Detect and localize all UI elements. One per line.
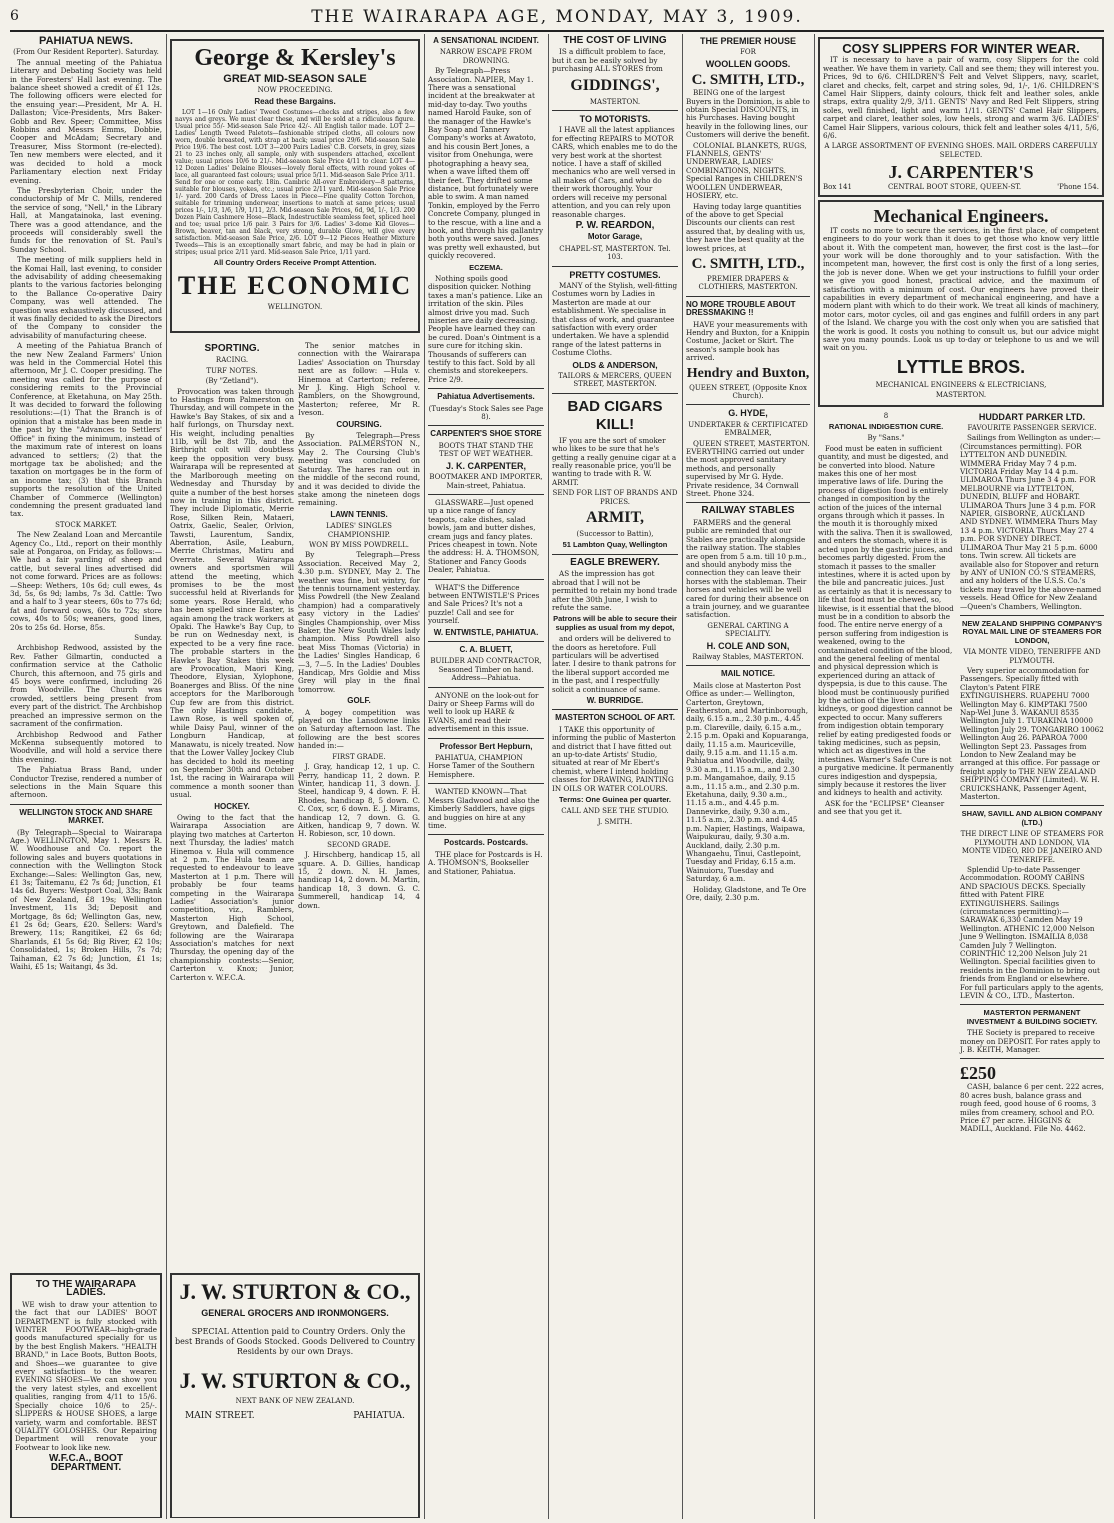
ad-footer — [175, 1408, 415, 1424]
advert-text: WHAT'S the Difference between ENTWISTLE'S Prices and Sale Prices? It's not a puzzle! Call and see for yourself. — [428, 582, 540, 626]
article-paragraph: Food must be eaten in sufficient quantity, and must be digested, and be converted into blood. Nature makes this one of her most imperative laws of life. During the process of digestion food is entirely changed in composition by the action of the juices of the internal organs through which it passes. In the mouth it is thoroughly mixed with the saliva. Then it is swallowed, and enters the stomach, where it is acted upon by the gastric juices, and becomes partly digested. From the stomach it passes to the smaller intestines, where it is acted upon by the bile and pancreatic juices. Just as certainly as that it is necessary to life that food must be chewed, so, likewise, is it essential that the blood must be in a condition to absorb the food. The entire nerve energy of a person suffering from indigestion is weakened, owing to the contaminated condition of the blood, and the general feeling of mental and physical depression which is experienced during an attack of dyspepsia, is due to this cause. The blood must be continuously purified by the action of the liver and kidneys, or good digestion cannot be expected to occur. Many sufferers from indigestion obtain temporary relief by eating predigested foods or taking medicines, such as pepsin, which act as digestives in the intestines. Warner's Safe Cure is not a purgative medicine. It permanently cures indigestion and dyspepsia, simply because it restores the liver and kidneys to health and activity. — [818, 443, 954, 798]
dateline: Sunday. — [134, 634, 162, 643]
mail-schedule: Mails close at Masterton Post Office as under:— Wellington, Carterton, Greytown, Featherston, and Martinborough, daily, 6.15 a.m., 2.30 p.m., 4.45 p.m. Clareville, daily, 6.15 a.m., 2.15 p.m. Opaki and Kopuaranga, daily, 11.15 a.m. Mauriceville, daily, 9.15 a.m. and 11.15 a.m. Pahiatua and Woodville, daily, 9.30 a.m., 11.15 a.m., and 2.30 p.m. Mangamahoe, daily, 9.15 a.m., 11.15 a.m., and 2.30 p.m. Eketahuna, daily, 9.30 a.m., 11.15 a.m., and 4.45 p.m. Dannevirke, daily, 9.30 a.m., 11.15 a.m., 2.30 p.m. and 4.45 p.m. Napier, Hastings, Waipawa, Waipukurau, daily, 9.30 a.m. Auckland, daily, 2.30 p.m. Whangaehu, Tinui, Castlepoint, Tuesday and Friday, 6.15 a.m. Wainuioru, Tuesday and Saturday, 6 a.m. — [686, 680, 809, 884]
advert-text: I HAVE all the latest appliances for effecting REPAIRS to MOTOR CARS, which enables me to do the very best work at the shortest notice. I have a staff of skilled mechanics who are well versed in all makes of Cars, and who do their work thoroughly. Your orders will receive my personal attention, and you can rely upon reasonable charges. — [552, 125, 678, 219]
article-paragraph: The annual meeting of the Pahiatua Literary and Debating Society was held in the Foresters' Hall last evening. The balance sheet showed a credit of £1 12s. The following officers were elected for the ensuing year:—President, Mr A. H. Dallaston; Vice-Presidents, Mrs Baker-Gobb and Rev. Speer; Committee, Miss Robbins and Messrs Emms, Dobbie, Cooper and McAdam; Secretary and Treasurer, Miss Stormont (re-elected). Ten new members were elected, and it was decided to hold a mock Parliamentary election next Friday evening. — [10, 57, 162, 185]
ad-address: CHAPEL-ST, MASTERTON. Tel. 103. — [559, 244, 671, 262]
ad-name: ARMIT, — [586, 509, 644, 527]
ad-store-name: George & Kersley's — [194, 45, 396, 71]
ad-name: C. A. BLUETT, — [459, 645, 513, 654]
column-pahiatua-news — [10, 34, 162, 1244]
section-heading: Pahiatua Advertisements. — [437, 392, 535, 402]
ad-tagline: VIA MONTE VIDEO, TENERIFFE AND PLYMOUTH. — [963, 648, 1101, 665]
divider — [428, 687, 544, 688]
ad-bargains-heading: Read these Bargains. — [254, 96, 336, 106]
ad-heading: THE COST OF LIVING — [563, 35, 667, 46]
ad-economic: THE ECONOMIC — [177, 270, 413, 300]
byline: (By "Zetland"). — [205, 377, 259, 386]
ad-name: C. SMITH, LTD., — [691, 255, 805, 272]
divider — [552, 393, 678, 394]
ad-address: PREMIER DRAPERS & CLOTHIERS, MASTERTON. — [698, 274, 798, 292]
ad-box: Box 141 — [823, 183, 852, 192]
ad-footer — [823, 183, 1099, 191]
divider — [686, 404, 810, 405]
ad-tagline: BOOTS THAT STAND THE TEST OF WET WEATHER. — [438, 441, 534, 459]
column-ads-2 — [552, 34, 678, 1514]
advert-text: THE place for Postcards is H. A. THOMSON'S, Bookseller and Stationer, Pahiatua. — [428, 849, 543, 876]
sailing-schedule: Splendid Up-to-date Passenger Accommodation. ROOMY CABINS AND SPACIOUS DECKS. Specially fitted with Patent FIRE EXTINGUISHERS. Sailings (circumstances permitting):— SARAWAK 6,330 Camden May 19 Wellington. ATHENIC 12,000 Nelson June 9 Wellington. ISMAILIA 8,038 Camden July 7 Wellington. CORINTHIC 12,200 Nelson July 21 Wellington. Special facilities given to residents in the Dominion to bring out friends from England or elsewhere. For full particulars apply to the agents, LEVIN & CO., LTD., Masterton. — [960, 864, 1104, 1000]
subheading: RACING. — [215, 356, 249, 365]
divider — [686, 296, 810, 297]
ad-tagline: Motor Garage, — [587, 232, 643, 242]
ad-heading: CARPENTER'S SHOE STORE — [430, 429, 542, 439]
divider — [960, 1058, 1104, 1059]
ad-name: LYTTLE BROS. — [896, 356, 1026, 377]
ad-price: £250 — [960, 1063, 996, 1084]
results-list: J. Hirschberg, handicap 15, all square. A. D. Gillies, handicap 15, 2 down. N. H. James, handicap 14, 2 down. M. Martin, handicap 18, 3 down. G. C. Summerell, handicap 14, 4 down. — [298, 850, 420, 910]
subheading: LAWN TENNIS. — [330, 509, 388, 519]
advert-text: Nothing spoils good disposition quicker. Nothing taxes a man's patience. Like an irritation of the skin. Piles almost drive you mad. Such miseries are daily decreasing. People have learned they can be cured. Doan's Ointment is a sure cure for itching skin. Thousands of sufferers can testify to this fact. Sold by all chemists and storekeepers. Price 2/9. — [428, 273, 543, 384]
ad-heading: HUDDART PARKER LTD. — [978, 411, 1086, 422]
subheading: SECOND GRADE. — [327, 840, 391, 849]
ad-tagline: FAVOURITE PASSENGER SERVICE. — [967, 424, 1097, 432]
article-paragraph: Provocation was taken through to Hastings from Palmerston on Thursday, and will compete in the Hawke's Bay Stakes, of six and a half furlongs, on Thursday next. His weight, including penalties 11lb, will be 8st 7lb, and the Birthright colt will doubtless keep the opposition very busy. Wairarapa will be represented at the Marlborough meeting on Wednesday and Thursday by quite a number of the best horses now in training in this district. They include Diplomatic, Merrie Rose, Silken Rein, Mataeri, Oatrix, Gaelic, Sealer, Orlvion, Tawsti, Laurentum, Sandix, Aberration, Asile, Leaburn, Merrie Christmas, Matiru and Overrate. Several Wairarapa owners and sportsmen will attend the meeting, which promises to be the most successful held at Riverlands for some years. Rose Herald, who has been spelled since Easter, is again among the track workers at Opaki. The Hawke's Bay Cup, to be run on Wednesday next, is expected to be a very fine race. The probable starters in the Hawke's Bay Stakes this week are Provocation, Maori King, Theodore, Elysian, Xylophone, Boanerges and Bliss. Of the nine acceptors for the Marlborough Cup few are from this district. The only Hastings candidate, Lawn Rose, is well spoken of, while Daisy Paul, winner of the Longburn Handicap, at Manawatu, is nicely treated. Now that the Lower Valley Jockey Club has decided to hold its meeting on September 30th and October 1st, the racing in Wairarapa will commence a month sooner than usual. — [170, 386, 294, 800]
subheading: TURF NOTES. — [206, 366, 258, 375]
article-heading: PAHIATUA NEWS. — [39, 35, 133, 47]
ad-name: P. W. REARDON, — [575, 219, 655, 231]
ad-heading: PRETTY COSTUMES. — [569, 269, 661, 280]
ad-tagline: THE DIRECT LINE OF STEAMERS FOR PLYMOUTH AND LONDON, VIA MONTE VIDEO, RIO DE JANEIRO AND TENERIFFE. — [960, 830, 1104, 864]
divider — [960, 805, 1104, 806]
advert-text: MANY of the Stylish, well-fitting Costumes worn by Ladies in Masterton are made at our establishment. We specialise in that class of work, and guarantee satisfaction with every order undertaken. We have a splendid range of the latest patterns in Costume Cloths. — [552, 280, 678, 358]
ad-heading: SHAW, SAVILL AND ALBION COMPANY (LTD.) — [961, 809, 1103, 827]
divider — [428, 834, 544, 835]
divider — [428, 738, 544, 739]
page-number: 6 — [10, 8, 19, 24]
masthead — [10, 4, 1104, 32]
advert-lines: COLONIAL BLANKETS, RUGS, FLANNELS, GENTS' UNDERWEAR, LADIES' COMBINATIONS, NIGHTS. Special Ranges in CHILDREN'S WOOLLEN UNDERWEAR, HOSIERY, etc. — [686, 140, 807, 201]
divider — [552, 110, 678, 111]
ad-connector: FOR — [740, 48, 756, 57]
divider — [428, 783, 544, 784]
ad-street: MAIN STREET. — [185, 1410, 255, 1421]
ad-tagline: SEND FOR LIST OF BRANDS AND PRICES. — [552, 489, 678, 506]
subheading: LADIES' SINGLES CHAMPIONSHIP. — [326, 522, 392, 539]
article-paragraph: (By Telegraph—Special to Wairarapa Age.) WELLINGTON, May 1. Messrs R. W. Woodhouse and Co. report the following sales and buyers quotations in connection with the Wellington Stock Exchange:—Sales: Wellington Gas, new, £1 3s; Taitemanu, £2 7s 6d; Junction, £1 14s 6d. Buyers: Westport Coal, 33s; Bank of New Zealand, £8 19s; Wellington Investment, 11s 3d; Deposit and Mortgage, 8s 6d; Wellington Gas, new, £1 2s 6d; Gears, £20. Sellers: Ward's Brewery, 11s; Rangitikei, £2 6s 6d; Sharlands, £1 5s 6d; Big River, £2 10s; Consolidated, 1s; Broken Hills, 7s 7d; Taihaman, £2 7s 6d; Junction, £1 1s; Waihi, £5 1s; Waitangi, 4s 3d. — [10, 827, 162, 972]
column-rule — [682, 34, 683, 1519]
advert-text: SPECIAL Attention paid to Country Orders. Only the best Brands of Goods Stocked. Goods Delivered to Country Residents by our own Drays. — [175, 1327, 415, 1357]
divider — [686, 502, 810, 503]
article-paragraph: Owing to the fact that the Wairarapa Association are playing two matches at Carterton next Thursday, the ladies' match Hinemoa v. Hula will commence at 2 p.m. The Hula team are requested to endeavour to leave Masterton at 1 p.m. There will probably be four teams competing in the Wairarapa Ladies' Association's junior competition, viz., Ramblers, Masterton High School, Greytown, and Dalefield. The following are the Wairarapa Association's matches for next Thursday, the opening day of the championship contests:—Senior, Carterton v. Knox; Junior, Carterton v. W.F.C.A. — [170, 812, 294, 982]
ad-tagline: UNDERTAKER & CERTIFICATED EMBALMER, — [688, 420, 808, 438]
ad-frame — [170, 39, 420, 333]
article-paragraph: Archbishop Redwood and Father McKenna subsequently motored to Woodville, and will hold a service there this evening. — [10, 729, 162, 764]
ad-heading: EAGLE BREWERY. — [570, 556, 660, 568]
article-paragraph: The Presbyterian Choir, under the conductorship of Mr C. Mills, rendered the service of song, "Nell," in the Library Hall, at Mangatainoka, last evening. There was a good attendance, and the proceeds will considerably swell the funds for the renovation of St. Paul's Sunday School. — [10, 185, 162, 254]
ad-tagline: CALL AND SEE THE STUDIO. — [561, 807, 669, 816]
ad-heading: MASTERTON SCHOOL OF ART. — [555, 713, 675, 723]
ad-name: J. W. STURTON & CO., — [179, 1368, 411, 1394]
column-rule — [424, 34, 425, 1519]
column-sport-results — [298, 342, 420, 1262]
article-paragraph: By Telegraph—Press Association. Received May 2, 4.30 p.m. SYDNEY, May 2. The weather was fine, but wintry, for the tennis tournament yesterday. Miss Powdrell (the New Zealand champion) had a comparatively easy victory in the Ladies' Singles Championship, over Miss Baker, the New South Wales lady champion. Miss Powdrell also beat Miss Thomas (Victoria) in the Ladies' Singles Handicap, 6—3, 7—5. In the Ladies' Doubles Handicap, Mrs Goldie and Miss Grey will play in the final tomorrow. — [298, 550, 420, 694]
ad-town: MASTERTON. — [935, 391, 987, 400]
subheading: GOLF. — [347, 696, 371, 706]
ad-address: TAILORS & MERCERS, QUEEN STREET, MASTERTON. — [558, 372, 672, 389]
advert-text: I TAKE this opportunity of informing the public of Masterton and district that I have fitted out an up-to-date Artists' Studio, situated at rear of Mr Ebert's chemist, where I intend holding classes for DRAWING, PAINTING IN OILS OR WATER COLOURS. — [552, 724, 676, 793]
section-heading: SPORTING. — [204, 343, 260, 354]
ad-name: Hendry and Buxton, — [686, 365, 810, 381]
ad-town: WELLINGTON. — [267, 302, 323, 311]
ad-name: H. COLE AND SON, — [706, 640, 790, 651]
advert-text: IF you are the sort of smoker who likes to be sure that he's getting a really genuine cigar at a really reasonable price, you'll be wanting to trade with R. W. ARMIT. — [552, 435, 677, 487]
ad-address: CENTRAL BOOT STORE, QUEEN-ST. — [887, 183, 1022, 192]
column-rule — [814, 34, 815, 1519]
ad-address: QUEEN STREET, (Opposite Knox Church). — [689, 383, 807, 400]
ad-cosy-slippers — [818, 37, 1104, 197]
sailing-schedule: Very superior accommodation for Passengers. Specially fitted with Clayton's Patent FIRE EXTINGUISHERS. RUAPEHU 7000 Wellington May 6. KIMPTAKI 7500 Nap-Wel June 3. WAKANUI 8535 Wellington July 1. TURAKINA 10000 Wellington July 29. TONGARIRO 10062 Wellington Aug 26. PAPAROA 7000 Wellington Sept 23. Passages from London to New Zealand may be arranged at this office. For passage or freight apply to THE NEW ZEALAND SHIPPING COMPANY (Limited). W. H. CRUICKSHANK, Passenger Agent, Masterton. — [960, 665, 1104, 802]
column-rule — [166, 34, 167, 1519]
advert-text: IS a difficult problem to face, but it can be easily solved by purchasing ALL STORES from — [552, 47, 666, 74]
advert-text: Having today large quantities of the above to get Special Discounts our clients can rest assured that, by dealing with us, they have the best quality at the lowest prices, at — [686, 201, 806, 253]
ad-town: PAHIATUA. — [353, 1410, 405, 1421]
advert-text: IT is necessary to have a pair of warm, cosy Slippers for the cold weather. We have them in variety. Call and see them; they will interest you. Prices, 9d to 6/6. CHILDREN'S Felt and Velvet Slippers, navy, scarlet, claret and checks, felt, carpet and string soles, 9d, 1/-, 1/6. CHILDREN'S Camel Hair Slippers, dainty colours, thick felt and leather soles, ankle straps, extra quality 2/9, 3/11. GENTS' Navy and Red Felt Slippers, string soles, well finished, light and warm 1/11. GENTS' Camel Hair Slippers, carpet and claret, leather soles, low heels, strong and warm 3/6. LADIES' Camel Hair Slippers, various colours, thick felt and leather soles 4/11, 5/6, 6/6. — [823, 55, 1099, 141]
subheading: HOCKEY. — [214, 801, 250, 811]
ad-name: J. K. CARPENTER, — [445, 460, 526, 471]
ad-phone: 'Phone 154. — [1057, 183, 1099, 192]
page-marker: 8 — [883, 411, 889, 420]
article-byline: (From Our Resident Reporter). Saturday. — [13, 48, 159, 57]
ad-sturton — [170, 1270, 420, 1518]
ad-name: W. BURRIDGE. — [586, 695, 644, 705]
article-paragraph: A meeting of the Pahiatua Branch of the new New Zealand Farmers' Union was held in the Commercial Hotel this afternoon, Mr J. C. Cooper presiding. The meeting was called for the purpose of considering remits to the Provincial Conference, at Eketahuna, on May 25th. It was decided to forward the following resolutions:—(1) That the Branch is of opinion that a mistake has been made in the past by the "Advances to Settlers' Office" in fixing the minimum, instead of the maximum rate of interest on loans advanced to settlers; (2) that the mortgage tax be abolished; and the taxation on mortgages be in the form of an income tax; (3) that this Branch supports the resolution of the United Chamber of Commerce (Wellington) condemning the present graduated land tax. — [10, 341, 162, 519]
ad-name: J. CARPENTER'S — [888, 162, 1034, 183]
article-paragraph: The senior matches in connection with the Wairarapa Ladies' Association on Thursday next are as follow: —Hula v. Hinemoa at Carterton; referee, Mr J. King. High School v. Ramblers, on the Showground, Masterton; referee, Mr R. Iveson. — [298, 342, 420, 418]
ad-tagline: GENERAL CARTING A SPECIALITY. — [707, 621, 789, 639]
ad-sale-title: GREAT MID-SEASON SALE — [223, 73, 367, 85]
advert-text: IT costs no more to secure the services, in the first place, of competent engineers to do your work than it does to get those who know very little about it. With the competent man, however, the first cost is the last—for your work will be done thoroughly and to your satisfaction. With the incompetent man, however, the first cost is only the first of a long series, the job is never done. When we get your instructions to fulfill your order we give you good honest, practical advice, and the maximum of satisfaction with a minimum of cost. Our engineers have proved their capabilities in every department of mechanical engineering, and have a modern plant with which to do their work. We treat all kinds of machinery, motor cars, motor cycles, oil and gas engines and fulfill orders in any part of the Island. We charge you with the cost only when you are satisfied that the work is good. It costs you nothing to consult us, but our advice might save you many pounds. Look us up to-day or telephone to us and we will wait on you. — [823, 225, 1099, 353]
masthead-title: THE WAIRARAPA AGE, MONDAY, MAY 3, 1909. — [311, 7, 803, 27]
ad-name: W.F.C.A., BOOT DEPARTMENT. — [49, 1453, 123, 1473]
article-heading: A SENSATIONAL INCIDENT. — [433, 36, 539, 45]
advert-text: THE Society is prepared to receive money on DEPOSIT. For rates apply to J. B. KEITH, Manager. — [960, 1028, 1101, 1055]
ad-wfca-ladies — [10, 1270, 162, 1518]
ad-tagline: (Successor to Battin), — [576, 530, 654, 539]
lower-right-columns — [818, 410, 1104, 1136]
advert-text: QUEEN STREET, MASTERTON. EVERYTHING carried out under the most approved sanitary methods, and personally supervised by Mr G. Hyde. Private residence, 34 Cornwall Street. Phone 324. — [686, 438, 810, 499]
ad-heading: RAILWAY STABLES — [701, 505, 795, 517]
sailing-schedule: Sailings from Wellington as under:—(Circumstances permitting). FOR LYTTELTON AND DUNEDIN. WIMMERA Friday May 7 4 p.m. VICTORIA Friday May 14 4 p.m. ULIMAROA Thurs June 3 4 p.m. FOR MELBOURNE via LYTTELTON, DUNEDIN, BLUFF and HOBART. ULIMAROA Thurs June 3 4 p.m. FOR NAPIER, GISBORNE, AUCKLAND AND SYDNEY. WIMMERA Thurs May 13 4 p.m. VICTORIA Thurs May 27 4 p.m. FOR SYDNEY DIRECT. ULIMAROA Thur May 21 5 p.m. 6000 tons. Twin screw. All tickets are available also for Stopover and return by ANY of UNION CO.'S STEAMERS, and any holders of the U.S.S. Co.'s tickets may travel by the above-named vessels. Head Office for New Zealand—Queen's Chambers, Wellington. — [960, 433, 1102, 611]
ad-town: MASTERTON. — [589, 97, 641, 106]
results-list: J. Gray, handicap 12, 1 up. C. Perry, handicap 11, 2 down. P. Winter, handicap 11, 3 down. J. Steel, handicap 9, 4 down. F. H. Rhodes, handicap 8, 5 down. C. C. Cox, scr, 6 down. E. J. Mirams, handicap 12, 7 down. G. G. Aitken, handicap 9, 7 down. W. H. Robieson, scr, 10 down. — [298, 762, 420, 839]
divider — [428, 388, 544, 389]
ad-heading: MASTERTON PERMANENT INVESTMENT & BUILDING SOCIETY. — [966, 1008, 1098, 1026]
advert-text: WE wish to draw your attention to the fact that our LADIES' BOOT DEPARTMENT is fully stocked with WINTER FOOTWEAR—high-grade goods manufactured specially for us by the best English Makers. "HEALTH BRAND," in Lace Boots, Button Boots, and Shoes—we guarantee to give every satisfaction to the wearer. EVENING SHOES—We can show you the very latest styles, and excellent qualities, ranging from 4/11 to 15/6. Specially choice 10/6 to 25/-. SLIPPERS & HOUSE SHOES, a large variety, warm and comfortable. BEST QUALITY GOLOSHES. Our Repairing Department will renovate your Footwear to look like new. — [15, 1299, 157, 1452]
divider — [960, 1004, 1104, 1005]
divider — [428, 579, 544, 580]
ad-highlight: Patrons will be able to secure their supplies as usual from my depot, — [553, 614, 677, 632]
advert-text: BEING one of the largest Buyers in the Dominion, is able to obtain Special DISCOUNTS, in his Purchases. Having bought heavily in the following lines, our Customers will derive the benefit. — [686, 88, 810, 140]
subheading: NARROW ESCAPE FROM DROWNING. — [439, 48, 533, 65]
subheading: (Tuesday's Stock Sales see Page 8). — [428, 404, 544, 422]
ad-address: BOOTMAKER AND IMPORTER, Main-street, Pahiatua. — [429, 473, 543, 490]
divider — [428, 641, 544, 642]
column-shipping — [960, 410, 1104, 1136]
ad-address: Railway Stables, MASTERTON. — [692, 652, 804, 661]
ad-name: G. HYDE, — [728, 408, 768, 419]
section-heading: WELLINGTON STOCK AND SHARE MARKET. — [19, 807, 153, 826]
ad-heading: Postcards. Postcards. — [443, 838, 529, 848]
ad-heading: COSY SLIPPERS FOR WINTER WEAR. — [842, 41, 1080, 56]
ad-tagline: MECHANICAL ENGINEERS & ELECTRICIANS, — [875, 380, 1047, 389]
ad-address: NEXT BANK OF NEW ZEALAND. — [235, 1397, 355, 1406]
section-heading: STOCK MARKET. — [55, 520, 117, 529]
divider — [552, 709, 678, 710]
article-paragraph: By Telegraph—Press Association. PALMERSTON N., May 2. The Coursing Club's meeting was concluded on Saturday. The hares ran out in the middle of the second round, and it was decided to divide the stake among the nineteen dogs remaining. — [298, 431, 420, 508]
advert-text: HAVE your measurements with Hendry and Buxton, for a Knippin Costume, Jacket or Skirt. The season's sample book has arrived. — [686, 319, 810, 363]
ad-heading: Mechanical Engineers. — [873, 205, 1049, 226]
article-paragraph: Archbishop Redwood, assisted by the Rev. Father Gilmartin, conducted a confirmation service at the Catholic Church, this afternoon, and 75 girls and 45 boys were confirmed, including 26 from Woodville. The Church was crowded, settlers being present from every part of the district. The Archbishop preached an impressive sermon on the sacrament of the confirmation. — [10, 643, 162, 729]
column-news-ads — [428, 34, 544, 1474]
ad-tagline: A LARGE ASSORTMENT OF EVENING SHOES. MAIL ORDERS CAREFULLY SELECTED. — [824, 142, 1098, 159]
divider — [428, 494, 544, 495]
divider — [428, 425, 544, 426]
article-paragraph: The New Zealand Loan and Mercantile Agency Co., Ltd., report on their monthly sale at Pongaroa, on Friday, as follows:—We had a fair yarding of sheep and cattle, but several lines advertised did not come forward. Prices are as follows:—Sheep: Wethers, 10s 6d; cull ewes, 4s 3d, 5s, 6s 9d; lambs, 7s 3d. Cattle: Two and a half to 3 year steers, 60s to 77s 6d; fat and forward cows, 60s to 72s; store cows, 40s to 50s; weaners, good lines, 20s to 25s 6d. Horse, 85s. — [10, 530, 162, 632]
ad-tagline: GENERAL GROCERS AND IRONMONGERS. — [201, 1308, 389, 1318]
byline: By "Sans." — [867, 434, 905, 443]
article-paragraph: By Telegraph—Press Association. NAPIER, May 1. There was a sensational incident at the breakwater at mid-day to-day. Two youths named Harold Fauke, son of the manager of the Hawke's Bay Soap and Tannery Company's works at Awatoto, and his cousin Bert Jones, a visitor from Onehunga, were photographing a heavy sea, when a wave lifted them off their feet. They drifted some distance, but fortunately were able to swim. A man named Tonkin, employed by the Ferro Concrete Company, plunged in to the rescue, with a line and a hook, and through his gallantry both youths were saved. Jones was pretty well exhausted, but quickly recovered. — [428, 66, 544, 261]
advert-text: CASH, balance 6 per cent. 222 acres, 80 acres bush, balance grass and rough feed, good house of 6 rooms, 3 miles from creamery, school and P.O. Price £7 per acre. HIGGINS & MADILL, Auckland. File No. 4462. — [960, 1082, 1104, 1134]
column-ads-3 — [686, 34, 810, 1514]
section-heading: MAIL NOTICE. — [720, 669, 776, 679]
subheading: COURSING. — [336, 419, 382, 429]
advert-text: FARMERS and the general public are reminded that our Stables are practically alongside the railway station. The stables are open from 5 a.m. till 10 p.m., and should anybody miss the connection they can leave their horses with the stableman. Their horses and vehicles will be well cared for during their absence on a train journey, and we guarantee satisfaction. — [686, 517, 810, 620]
ad-george-kersley — [170, 36, 420, 336]
ad-mechanical-engineers — [818, 200, 1104, 407]
ad-bargains-list: LOT 1—16 Only Ladies' Tweed Costumes—checks and stripes, also a few navys and greys. We must clear these, and will be sold at a ridiculous figure. Usual price 55/- Mid-season Sale Price 42/-. All English tailor made. LOT 2—Ladies' Length Tweed Paletots—fashionable striped cloths, all colours now worn, double breasted, with strap at back; usual price 29/6. Mid-season Sale Price 19/6. The best cost. LOT 3—200 Pairs Ladies' C.B. Corsets, in grey, sizes 21 to 23 inches only, all sample, only with suspenders attached, excellent value; usual prices 10/6 to 21/-. Mid-season Sale Price 4/11 to clear. LOT 4—12 Dozen Ladies' Delaine Blouses—lovely floral effects, with round yokes of lace, all guaranteed fast colours; usual price 5/11. Mid-season Sale Price 3/11. Send for one or come early. 18in. Cambric All-over Embroidery—8 patterns, suitable for blouses, yokes, etc.; usual price 2/11 yard. Mid-season Sale Price 1/- yard. 200 Cards of Dress Laces in Piece—Fine quality Cotton Torchon, suitable for trimming underwear, insertions to match at same prices; usual prices 1/-, 1/3, 1/6, 1/9, 1/11, 2/3. Mid-season Sale Prices, 6d, 9d, 1/-, 1/3. 200 Dozen Plain Cashmere Hose—Black, Indestructible seamless feet, spliced heel and toe; usual price 1/6 pair. 3 Pairs for 3/6. Ladies' 3-dome Kid Gloves—Brown, beaver, tan and black, very strong, durable Glove, will give every satisfaction. Mid-season Sale Price, 2/6. LOT 9—12 Pieces Heather Mixture Tweeds—This is an exceptionally smart fabric, and may be had in plain or stripes; usual price 2/11 yard. Mid-season Sale Price, 1/11 yard. — [175, 109, 415, 257]
ad-frame — [170, 1273, 420, 1518]
article-heading: RATIONAL INDIGESTION CURE. — [828, 422, 944, 431]
ad-heading: BAD CIGARS KILL! — [567, 397, 663, 433]
column-sporting — [170, 342, 294, 1262]
ad-heading: WOOLLEN GOODS. — [705, 58, 791, 69]
divider — [552, 266, 678, 267]
ad-terms: Terms: One Guinea per quarter. — [559, 795, 671, 805]
ad-country-orders: All Country Orders Receive Prompt Attention. — [213, 258, 377, 268]
article-paragraph: The Pahiatua Brass Band, under Conductor Trezise, rendered a number of selections in the Main Square this afternoon. — [10, 765, 162, 800]
ad-tagline: BUILDER AND CONTRACTOR, Seasoned Timber on hand. Address—Pahiatua. — [430, 657, 542, 683]
ad-name: GIDDINGS', — [570, 76, 660, 94]
ad-name: W. ENTWISTLE, PAHIATUA. — [433, 627, 539, 637]
ad-sale-status: NOW PROCEEDING. — [257, 86, 333, 95]
advert-text: AS the impression has got abroad that I will not be permitted to retain my bond trade after the 30th June, I wish to refute the same. — [552, 569, 677, 612]
mail-schedule: Holiday, Gladstone, and Te Ore Ore, daily, 2.30 p.m. — [686, 884, 807, 902]
advert-text: ASK for the "ECLIPSE" Cleanser and see that you get it. — [818, 798, 945, 817]
column-rule — [548, 34, 549, 1519]
advert-text: and orders will be delivered to the doors as heretofore. Full particulars will be advertised later. I desire to thank patrons for the liberal support accorded me in the past, and I respectfully solicit a continuance of same. — [552, 634, 677, 694]
divider — [10, 804, 162, 805]
ad-address: 51 Lambton Quay, Wellington — [562, 540, 668, 550]
ad-name: C. SMITH, LTD., — [691, 72, 805, 89]
column-indigestion — [818, 410, 954, 1136]
article-paragraph: The meeting of milk suppliers held in the Komai Hall, last evening, to consider the advisability of adding cheesemaking plants to the various factories belonging to the Ballance Co-operative Dairy Company, was well attended. The question was exhaustively discussed, and it was finally decided to ask the Directors of the Company to consider the advisability of manufacturing cheese. — [10, 255, 162, 340]
subheading: WON BY MISS POWDRELL. — [309, 540, 409, 549]
ad-heading: NEW ZEALAND SHIPPING COMPANY'S ROYAL MAIL LINE OF STEAMERS FOR LONDON, — [962, 618, 1102, 645]
ad-frame — [10, 1273, 162, 1518]
ad-heading: NO MORE TROUBLE ABOUT DRESSMAKING !! — [686, 299, 796, 318]
ad-name: J. SMITH. — [597, 817, 633, 826]
ad-name: OLDS & ANDERSON, — [572, 359, 658, 370]
advert-text: WANTED KNOWN—That Messrs Gladwood and also the Kimberly Saddlers, have gigs and buggies on hire at any time. — [428, 787, 540, 830]
ad-name: J. W. STURTON & CO., — [179, 1279, 411, 1304]
subheading: FIRST GRADE. — [332, 752, 386, 761]
subheading: ECZEMA. — [469, 262, 503, 272]
ad-heading: THE PREMIER HOUSE — [699, 36, 796, 46]
column-ads-right — [818, 34, 1104, 1514]
divider — [960, 615, 1104, 616]
ad-name: Professor Bert Hepburn, — [439, 741, 533, 751]
divider — [552, 554, 678, 555]
advert-text: PAHIATUA, CHAMPION Horse Tamer of the Southern Hemisphere. — [428, 753, 535, 779]
advert-text: GLASSWARE—Just opened up a nice range of fancy teapots, cake dishes, salad bowls, jam and butter dishes, cream jugs and fancy plates. Prices cheapest in town. Note the address: H. A. THOMSON, Stationer and Fancy Goods Dealer, Pahiatua. — [428, 497, 540, 575]
ad-heading: TO THE WAIRARAPA LADIES. — [35, 1279, 137, 1299]
advert-text: ANYONE on the look-out for Dairy or Sheep Farms will do well to look up HARE & EVANS, and read their advertisement in this issue. — [428, 690, 539, 734]
article-paragraph: A bogey competition was played on the Lansdowne links on Saturday afternoon last. The following are the best scores handed in:— — [298, 707, 420, 751]
divider — [686, 665, 810, 666]
ad-heading: TO MOTORISTS. — [579, 114, 651, 125]
